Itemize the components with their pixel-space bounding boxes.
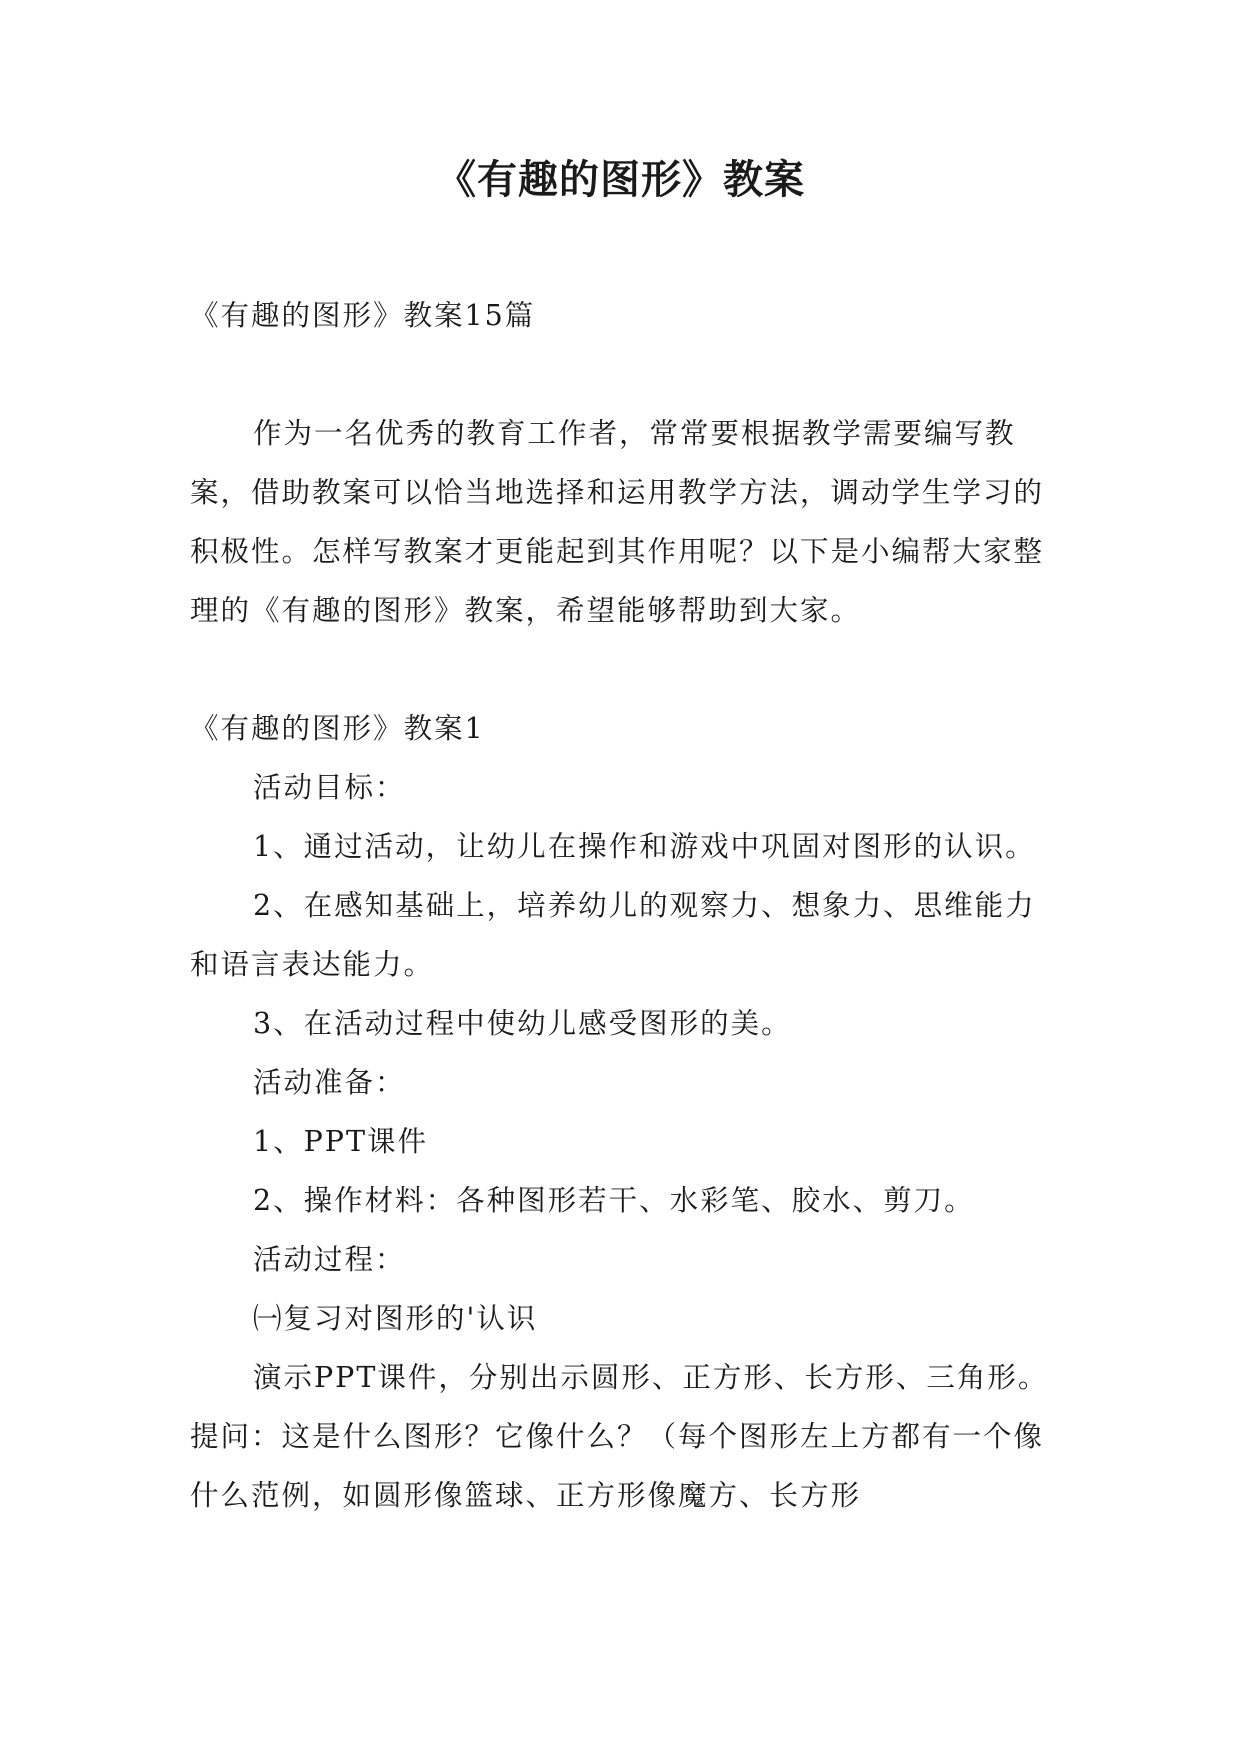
section-heading: 《有趣的图形》教案1 — [190, 712, 485, 745]
document-title: 《有趣的图形》教案 — [436, 157, 805, 203]
prep-label: 活动准备： — [253, 1066, 406, 1099]
prep-item-2: 2、操作材料：各种图形若干、水彩笔、胶水、剪刀。 — [253, 1184, 975, 1217]
intro-paragraph: 作为一名优秀的教育工作者，常常要根据教学需要编写教案，借助教案可以恰当地选择和运用教学方法，调动学生学习的积极性。怎样写教案才更能起到其作用呢？以下是小编帮大家整理的《有趣的图形》教案，希望能够帮助到大家。 — [190, 417, 1045, 627]
document-body — [190, 286, 1060, 1525]
goals-label: 活动目标： — [253, 771, 406, 804]
goal-item-2: 2、在感知基础上，培养幼儿的观察力、想象力、思维能力和语言表达能力。 — [190, 889, 1036, 981]
step-heading-1: ㈠复习对图形的'认识 — [253, 1302, 538, 1335]
step-text-1: 演示PPT课件，分别出示圆形、正方形、长方形、三角形。提问：这是什么图形？它像什么？（每个图形左上方都有一个像什么范例，如圆形像篮球、正方形像魔方、长方形 — [190, 1361, 1049, 1512]
prep-item-1: 1、PPT课件 — [253, 1125, 428, 1158]
goal-item-1: 1、通过活动，让幼儿在操作和游戏中巩固对图形的认识。 — [253, 830, 1036, 863]
process-label: 活动过程： — [253, 1243, 406, 1276]
goal-item-3: 3、在活动过程中使幼儿感受图形的美。 — [253, 1007, 792, 1040]
document-subtitle: 《有趣的图形》教案15篇 — [190, 299, 536, 332]
